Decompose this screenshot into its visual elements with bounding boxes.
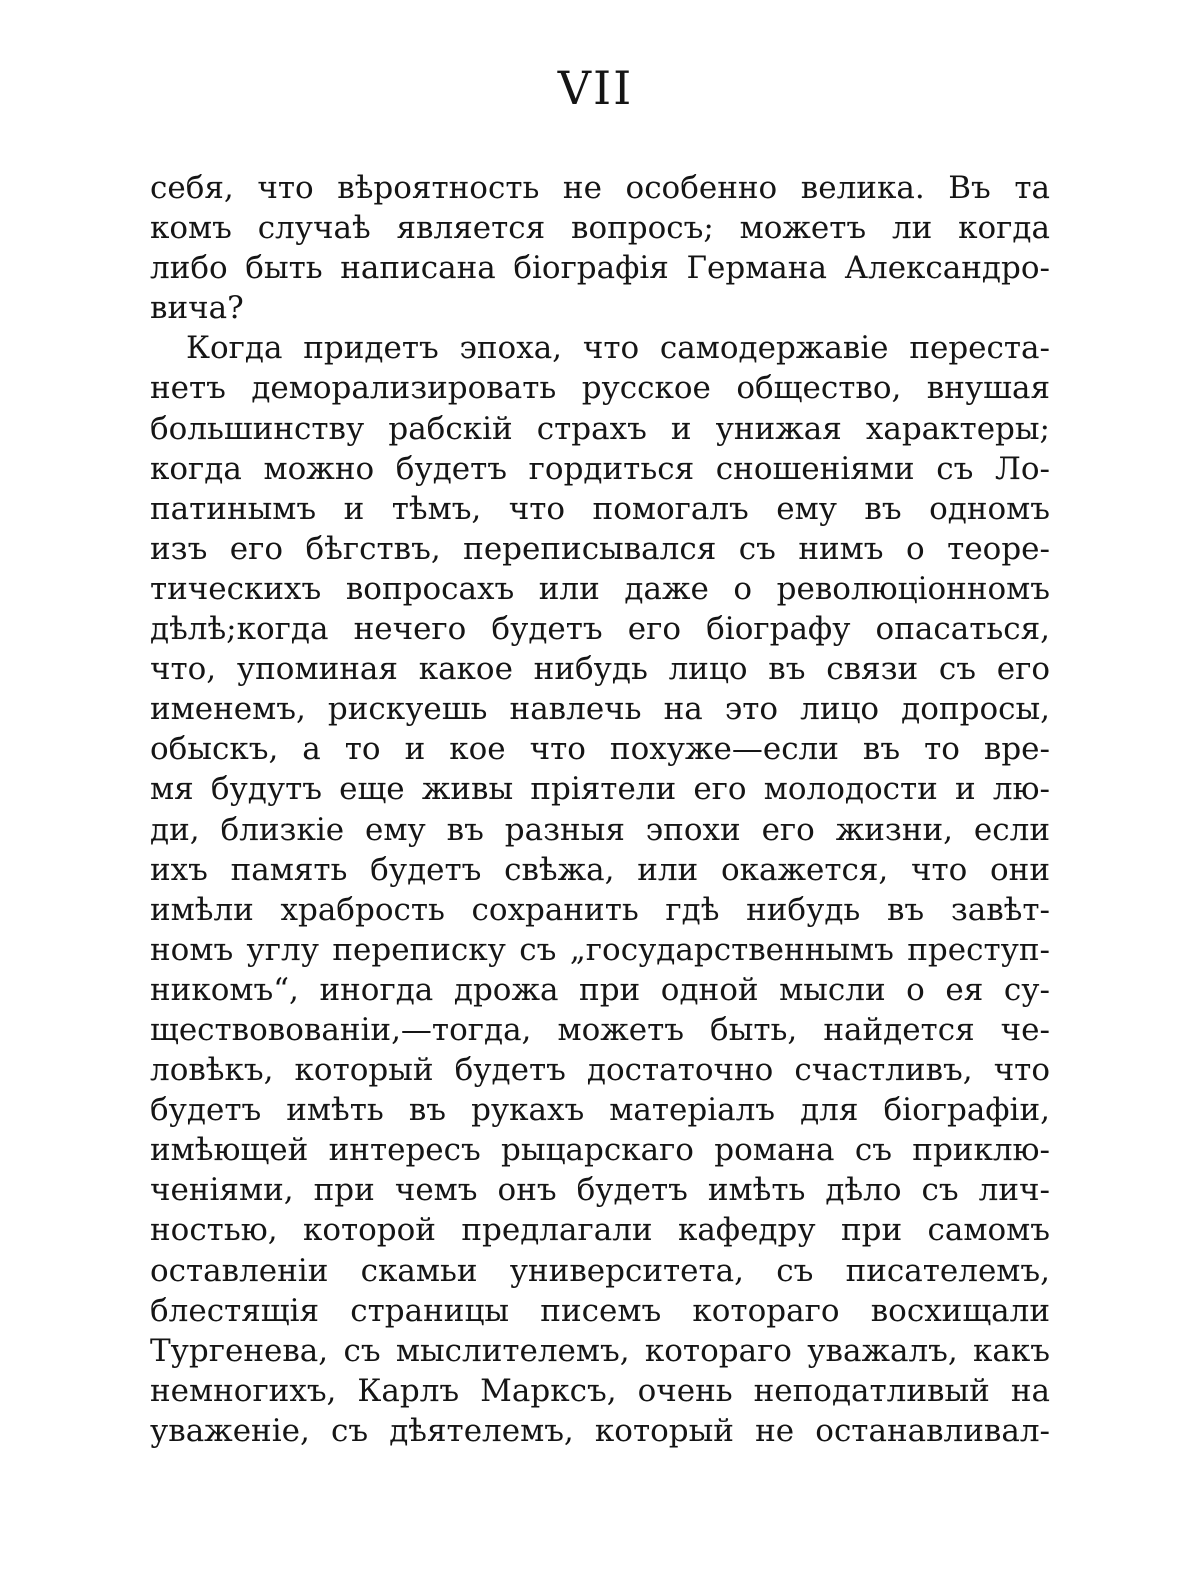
text-line: либо быть написана біографія Германа Александро- — [150, 250, 1050, 287]
text-line: изъ его бѣгствъ, переписывался съ нимъ о теоре- — [150, 530, 1050, 567]
text-line: нетъ деморализировать русское общество, внушая — [150, 370, 1050, 407]
text-line: ществовованіи,—тогда, можетъ быть, найдется че- — [150, 1011, 1050, 1048]
text-line: ди, близкіе ему въ разныя эпохи его жизни, если — [150, 811, 1050, 848]
text-line: имѣли храбрость сохранить гдѣ нибудь въ завѣт- — [150, 891, 1050, 928]
text-line: никомъ“, иногда дрожа при одной мысли о ея су- — [150, 971, 1050, 1008]
text-line: ченіями, при чемъ онъ будетъ имѣть дѣло съ лич- — [150, 1172, 1050, 1209]
text-line: патинымъ и тѣмъ, что помогалъ ему въ одномъ — [150, 490, 1050, 527]
text-line: дѣлѣ;когда нечего будетъ его біографу опасаться, — [150, 611, 1050, 648]
text-line: мя будутъ еще живы пріятели его молодости и лю- — [150, 771, 1050, 808]
text-line: себя, что вѣроятность не особенно велика. Въ та — [150, 170, 1050, 206]
text-line: немногихъ, Карлъ Марксъ, очень неподатливый на — [150, 1372, 1050, 1409]
text-line: ихъ память будетъ свѣжа, или окажется, что они — [150, 851, 1050, 888]
text-line: комъ случаѣ является вопросъ; можетъ ли когда — [150, 210, 1050, 247]
text-line: имѣющей интересъ рыцарскаго романа съ приклю- — [150, 1132, 1050, 1169]
text-line: тическихъ вопросахъ или даже о революціонномъ — [150, 570, 1050, 607]
text-line: когда можно будетъ гордиться сношеніями съ Ло- — [150, 450, 1050, 487]
text-line: вича? — [150, 290, 244, 327]
text-line: номъ углу переписку съ „государственнымъ преступ- — [150, 931, 1050, 968]
text-line: оставленіи скамьи университета, съ писателемъ, — [150, 1252, 1050, 1289]
text-line: обыскъ, а то и кое что похуже—если въ то вре- — [150, 731, 1050, 768]
body-text — [150, 168, 1050, 1451]
text-line: что, упоминая какое нибудь лицо въ связи съ его — [150, 651, 1050, 688]
text-line: именемъ, рискуешь навлечь на это лицо допросы, — [150, 691, 1050, 728]
text-line: будетъ имѣть въ рукахъ матеріалъ для біографіи, — [150, 1092, 1050, 1129]
text-line: блестящія страницы писемъ котораго восхищали — [150, 1292, 1050, 1329]
text-line: Когда придетъ эпоха, что самодержавіе переста- — [186, 330, 1050, 367]
page-number: VII — [557, 61, 634, 115]
text-line: ловѣкъ, который будетъ достаточно счастливъ, что — [150, 1052, 1050, 1089]
text-line: ностью, которой предлагали кафедру при самомъ — [150, 1212, 1050, 1249]
text-line: большинству рабскій страхъ и унижая характеры; — [150, 410, 1050, 447]
text-line: Тургенева, съ мыслителемъ, котораго уважалъ, какъ — [150, 1332, 1050, 1369]
text-line: уваженіе, съ дѣятелемъ, который не останавливал- — [150, 1412, 1050, 1449]
